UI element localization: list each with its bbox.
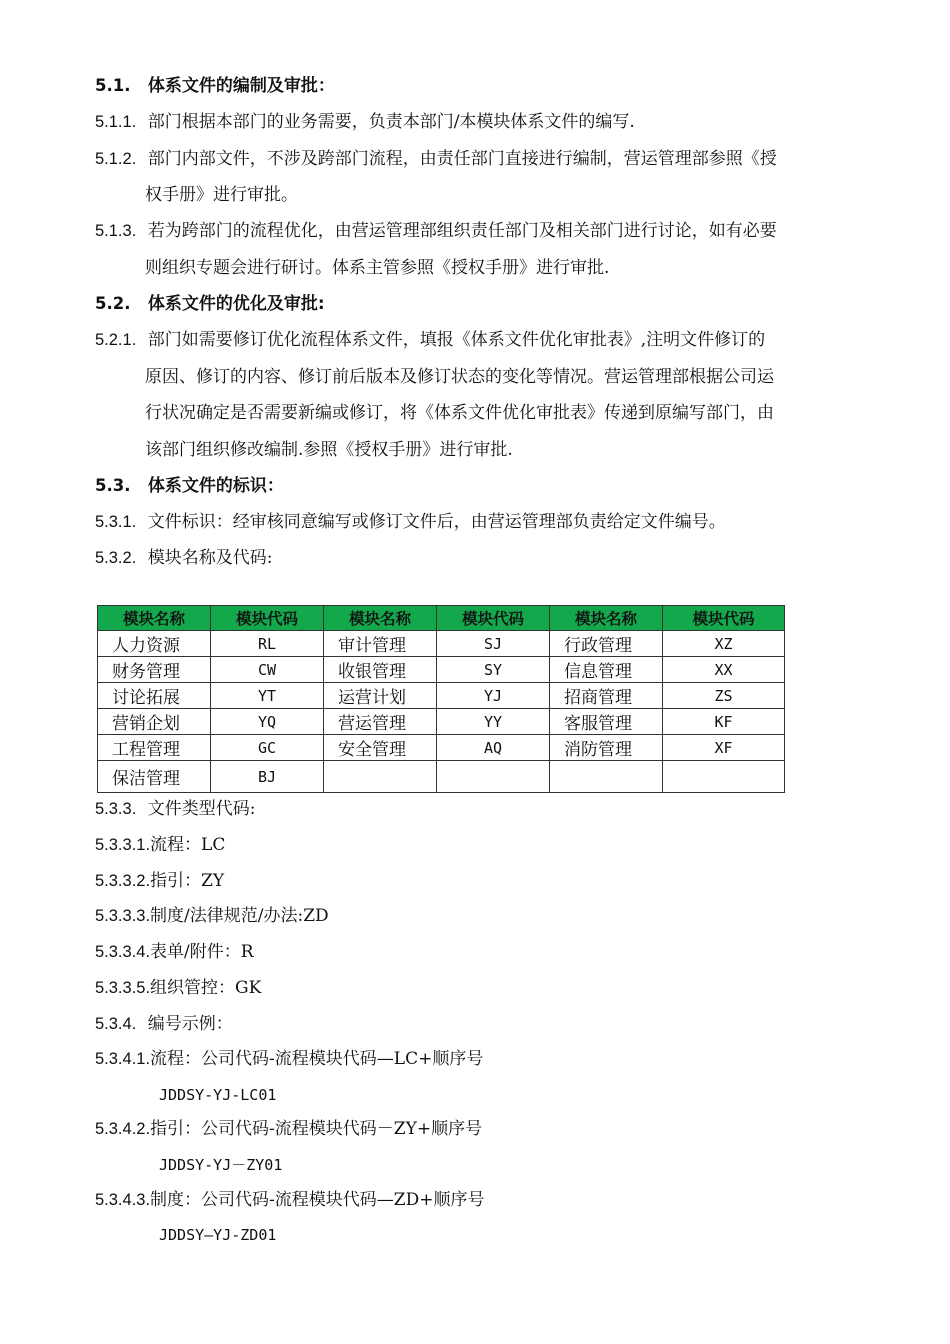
- type-item: [95, 904, 329, 928]
- clause-5-3-3: [95, 797, 255, 821]
- module-name-cell: 讨论拓展: [98, 683, 211, 709]
- clause-number: 5.3.4.: [95, 1015, 137, 1033]
- clause-number: 5.2.1.: [95, 331, 137, 349]
- module-name-cell: 营运管理: [324, 709, 437, 735]
- clause-5-2-1: [95, 328, 765, 352]
- module-code-cell: YY: [437, 709, 550, 735]
- section-heading: 体系文件的标识：: [147, 476, 284, 496]
- clause-5-1-1: [95, 110, 635, 134]
- clause-5-3-1: [95, 510, 726, 534]
- section-number: 5.2.: [95, 294, 131, 313]
- clause-continuation: 该部门组织修改编制.参照《授权手册》进行审批.: [145, 440, 513, 460]
- module-name-cell: 工程管理: [98, 735, 211, 761]
- clause-number: 5.1.2.: [95, 150, 137, 168]
- module-code-cell: YT: [211, 683, 324, 709]
- module-code-cell: CW: [211, 657, 324, 683]
- clause-continuation: 原因、修订的内容、修订前后版本及修订状态的变化等情况。营运管理部根据公司运: [145, 367, 774, 387]
- item-text: 指引：ZY: [150, 871, 225, 891]
- type-item: [95, 833, 225, 857]
- table-row: [98, 761, 785, 793]
- module-code-cell: YQ: [211, 709, 324, 735]
- section-heading: 体系文件的优化及审批:: [147, 294, 325, 314]
- table-header-row: [98, 606, 785, 631]
- clause-5-3-2: [95, 546, 272, 570]
- table-row: [98, 631, 785, 657]
- item-number: 5.3.3.4.: [95, 943, 151, 961]
- module-code-cell: [663, 761, 785, 793]
- section-5-3: [95, 474, 284, 498]
- module-name-cell: 运营计划: [324, 683, 437, 709]
- module-code-cell: AQ: [437, 735, 550, 761]
- item-number: 5.3.3.1.: [95, 836, 151, 854]
- table-row: [98, 709, 785, 735]
- item-text: 制度/法律规范/办法:ZD: [150, 906, 329, 926]
- module-code-cell: KF: [663, 709, 785, 735]
- module-name-cell: 客服管理: [550, 709, 663, 735]
- module-code-table: [97, 605, 785, 793]
- table-row: [98, 657, 785, 683]
- module-name-cell: 招商管理: [550, 683, 663, 709]
- module-name-cell: 保洁管理: [98, 761, 211, 793]
- item-number: 5.3.4.2.: [95, 1120, 151, 1138]
- header-module-code: 模块代码: [437, 606, 550, 631]
- module-code-cell: XF: [663, 735, 785, 761]
- example-code: JDDSY—YJ-ZD01: [159, 1226, 277, 1244]
- module-name-cell: 收银管理: [324, 657, 437, 683]
- module-name-cell: [324, 761, 437, 793]
- type-item: [95, 976, 261, 1000]
- item-text: 表单/附件：R: [150, 942, 254, 962]
- table-row: [98, 683, 785, 709]
- clause-number: 5.1.3.: [95, 222, 137, 240]
- module-name-cell: 审计管理: [324, 631, 437, 657]
- clause-5-1-2: [95, 147, 777, 171]
- clause-5-1-3: [95, 219, 777, 243]
- item-number: 5.3.4.1.: [95, 1050, 151, 1068]
- item-text: 组织管控：GK: [150, 978, 262, 998]
- module-code-cell: SJ: [437, 631, 550, 657]
- type-item: [95, 869, 224, 893]
- module-code-cell: [437, 761, 550, 793]
- clause-number: 5.1.1.: [95, 113, 137, 131]
- section-5-2: [95, 292, 325, 316]
- module-name-cell: 财务管理: [98, 657, 211, 683]
- item-text: 流程：LC: [150, 835, 226, 855]
- module-name-cell: [550, 761, 663, 793]
- type-item: [95, 940, 254, 964]
- example-item: [95, 1047, 483, 1071]
- item-text: 流程：公司代码-流程模块代码—LC+顺序号: [150, 1049, 484, 1069]
- header-module-name: 模块名称: [324, 606, 437, 631]
- header-module-code: 模块代码: [211, 606, 324, 631]
- module-name-cell: 人力资源: [98, 631, 211, 657]
- module-code-cell: XX: [663, 657, 785, 683]
- header-module-code: 模块代码: [663, 606, 785, 631]
- example-code: JDDSY-YJ-LC01: [159, 1086, 277, 1104]
- clause-number: 5.3.1.: [95, 513, 137, 531]
- module-name-cell: 消防管理: [550, 735, 663, 761]
- table-row: [98, 735, 785, 761]
- clause-continuation: 则组织专题会进行研讨。体系主管参照《授权手册》进行审批.: [145, 258, 610, 278]
- clause-number: 5.3.3.: [95, 800, 137, 818]
- example-item: [95, 1188, 484, 1212]
- clause-text: 部门根据本部门的业务需要，负责本部门/本模块体系文件的编写.: [147, 112, 635, 132]
- item-text: 指引：公司代码-流程模块代码－ZY+顺序号: [150, 1119, 483, 1139]
- clause-continuation: 权手册》进行审批。: [145, 185, 298, 205]
- clause-5-3-4: [95, 1012, 233, 1036]
- module-code-cell: GC: [211, 735, 324, 761]
- example-code: JDDSY-YJ－ZY01: [159, 1156, 283, 1174]
- clause-text: 编号示例：: [147, 1014, 233, 1034]
- clause-text: 模块名称及代码:: [147, 548, 273, 568]
- item-text: 制度：公司代码-流程模块代码—ZD+顺序号: [150, 1190, 485, 1210]
- clause-text: 文件标识：经审核同意编写或修订文件后，由营运管理部负责给定文件编号。: [147, 512, 726, 532]
- section-number: 5.3.: [95, 476, 131, 495]
- clause-text: 部门如需要修订优化流程体系文件，填报《体系文件优化审批表》,注明文件修订的: [147, 330, 766, 350]
- module-name-cell: 营销企划: [98, 709, 211, 735]
- module-code-cell: XZ: [663, 631, 785, 657]
- module-name-cell: 行政管理: [550, 631, 663, 657]
- clause-continuation: 行状况确定是否需要新编或修订，将《体系文件优化审批表》传递到原编写部门，由: [145, 403, 774, 423]
- item-number: 5.3.4.3.: [95, 1191, 151, 1209]
- module-name-cell: 信息管理: [550, 657, 663, 683]
- clause-number: 5.3.2.: [95, 549, 137, 567]
- module-name-cell: 安全管理: [324, 735, 437, 761]
- section-number: 5.1.: [95, 76, 131, 95]
- item-number: 5.3.3.5.: [95, 979, 151, 997]
- example-item: [95, 1117, 482, 1141]
- item-number: 5.3.3.2.: [95, 872, 151, 890]
- clause-text: 部门内部文件，不涉及跨部门流程，由责任部门直接进行编制，营运管理部参照《授: [147, 149, 777, 169]
- section-5-1: [95, 74, 335, 98]
- module-code-cell: RL: [211, 631, 324, 657]
- section-heading: 体系文件的编制及审批：: [147, 76, 335, 96]
- module-code-cell: BJ: [211, 761, 324, 793]
- module-code-cell: ZS: [663, 683, 785, 709]
- clause-text: 若为跨部门的流程优化，由营运管理部组织责任部门及相关部门进行讨论，如有必要: [147, 221, 777, 241]
- module-code-cell: YJ: [437, 683, 550, 709]
- header-module-name: 模块名称: [98, 606, 211, 631]
- module-code-cell: SY: [437, 657, 550, 683]
- item-number: 5.3.3.3.: [95, 907, 151, 925]
- header-module-name: 模块名称: [550, 606, 663, 631]
- clause-text: 文件类型代码:: [147, 799, 256, 819]
